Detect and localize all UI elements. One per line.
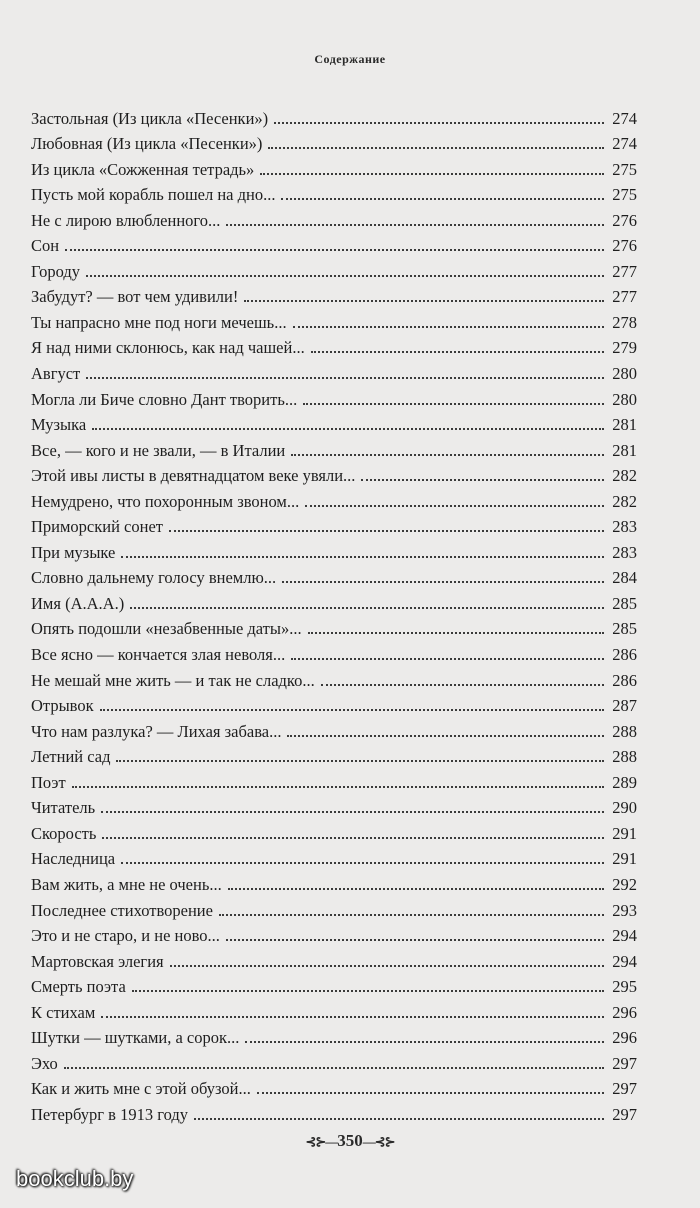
toc-entry-page: 296 xyxy=(612,1002,637,1022)
dot-leader xyxy=(132,990,604,992)
toc-entry xyxy=(31,869,637,895)
toc-entry-page: 285 xyxy=(612,593,637,613)
page-title: Содержание xyxy=(314,52,386,66)
dot-leader xyxy=(287,735,604,737)
toc-entry-title: Забудут? — вот чем удивили! xyxy=(31,287,239,307)
dot-leader xyxy=(303,403,604,405)
dot-leader xyxy=(305,505,604,507)
toc-entry-page: 286 xyxy=(612,670,637,690)
toc-entry xyxy=(31,793,637,819)
toc-entry-page: 281 xyxy=(612,415,637,435)
toc-entry xyxy=(31,614,637,640)
toc-entry-title: Имя (А.А.А.) xyxy=(31,593,125,613)
dot-leader xyxy=(281,198,604,200)
dot-leader xyxy=(361,479,604,481)
dot-leader xyxy=(311,351,604,353)
dot-leader xyxy=(228,888,604,890)
toc-entry-page: 280 xyxy=(612,364,637,384)
toc-entry-page: 274 xyxy=(612,108,637,128)
toc-entry-page: 277 xyxy=(612,261,637,281)
toc-entry xyxy=(31,818,637,844)
dot-leader xyxy=(321,684,604,686)
toc-entry-page: 297 xyxy=(612,1053,637,1073)
dot-leader xyxy=(101,1016,604,1018)
toc-entry xyxy=(31,946,637,972)
toc-entry-title: Любовная (Из цикла «Песенки») xyxy=(31,134,263,154)
toc-entry-page: 297 xyxy=(612,1079,637,1099)
toc-entry xyxy=(31,563,637,589)
dot-leader xyxy=(116,760,604,762)
toc-entry-title: Приморский сонет xyxy=(31,517,163,537)
table-of-contents xyxy=(31,103,637,1125)
toc-entry-title: Сон xyxy=(31,236,60,256)
dot-leader xyxy=(308,632,604,634)
page-number-footer xyxy=(0,1131,700,1151)
toc-entry xyxy=(31,588,637,614)
toc-entry-title: Поэт xyxy=(31,772,66,792)
watermark-logo: bookclub.by xyxy=(16,1166,134,1191)
dot-leader xyxy=(291,658,604,660)
toc-entry-page: 275 xyxy=(612,185,637,205)
toc-entry-page: 283 xyxy=(612,517,637,537)
dot-leader xyxy=(245,1041,604,1043)
toc-entry-title: При музыке xyxy=(31,542,116,562)
dot-leader xyxy=(121,862,604,864)
toc-entry-page: 294 xyxy=(612,926,637,946)
toc-entry-page: 277 xyxy=(612,287,637,307)
toc-entry xyxy=(31,384,637,410)
toc-entry-title: Я над ними склонюсь, как над чашей... xyxy=(31,338,305,358)
toc-entry-page: 275 xyxy=(612,159,637,179)
toc-entry-title: Словно дальнему голосу внемлю... xyxy=(31,568,277,588)
toc-entry xyxy=(31,639,637,665)
toc-entry xyxy=(31,691,637,717)
toc-entry-title: Не мешай мне жить — и так не сладко... xyxy=(31,670,315,690)
toc-entry-title: Август xyxy=(31,364,81,384)
dot-leader xyxy=(282,581,604,583)
dot-leader xyxy=(226,224,604,226)
dot-leader xyxy=(65,249,604,251)
toc-entry-title: Все, — кого и не звали, — в Италии xyxy=(31,440,286,460)
dot-leader xyxy=(268,147,604,149)
toc-entry-title: Не с лирою влюбленного... xyxy=(31,210,221,230)
toc-entry-page: 288 xyxy=(612,721,637,741)
dot-leader xyxy=(92,428,604,430)
toc-entry-page: 289 xyxy=(612,772,637,792)
dot-leader xyxy=(219,914,604,916)
toc-entry-title: Что нам разлука? — Лихая забава... xyxy=(31,721,282,741)
toc-entry-page: 276 xyxy=(612,210,637,230)
toc-entry-title: Немудрено, что похоронным звоном... xyxy=(31,491,300,511)
dot-leader xyxy=(244,300,604,302)
toc-entry-title: Все ясно — кончается злая неволя... xyxy=(31,645,286,665)
dot-leader xyxy=(86,377,604,379)
toc-entry xyxy=(31,844,637,870)
toc-entry-title: Застольная (Из цикла «Песенки») xyxy=(31,108,269,128)
toc-entry-page: 297 xyxy=(612,1104,637,1124)
toc-entry xyxy=(31,103,637,129)
toc-entry-title: Этой ивы листы в девятнадцатом веке увяли... xyxy=(31,466,356,486)
toc-entry-page: 285 xyxy=(612,619,637,639)
toc-entry-page: 293 xyxy=(612,900,637,920)
toc-entry-title: Отрывок xyxy=(31,696,94,716)
toc-entry-title: Как и жить мне с этой обузой... xyxy=(31,1079,251,1099)
toc-entry-title: Летний сад xyxy=(31,747,111,767)
toc-entry xyxy=(31,1023,637,1049)
toc-entry xyxy=(31,486,637,512)
toc-entry xyxy=(31,767,637,793)
toc-entry-title: Мартовская элегия xyxy=(31,951,164,971)
toc-entry-title: Опять подошли «незабвенные даты»... xyxy=(31,619,302,639)
toc-entry-title: Эхо xyxy=(31,1053,58,1073)
toc-entry-title: Пусть мой корабль пошел на дно... xyxy=(31,185,276,205)
toc-entry-page: 296 xyxy=(612,1028,637,1048)
toc-entry-page: 283 xyxy=(612,542,637,562)
ornament-right: —⊰⊱ xyxy=(362,1134,395,1149)
toc-entry-page: 286 xyxy=(612,645,637,665)
toc-entry-title: Читатель xyxy=(31,798,96,818)
toc-entry xyxy=(31,537,637,563)
toc-entry xyxy=(31,921,637,947)
toc-entry-title: Ты напрасно мне под ноги мечешь... xyxy=(31,312,287,332)
toc-entry-page: 284 xyxy=(612,568,637,588)
toc-entry xyxy=(31,1048,637,1074)
toc-entry-title: Петербург в 1913 году xyxy=(31,1104,188,1124)
toc-entry-page: 278 xyxy=(612,312,637,332)
toc-entry-page: 281 xyxy=(612,440,637,460)
dot-leader xyxy=(101,811,604,813)
dot-leader xyxy=(293,326,604,328)
dot-leader xyxy=(274,122,604,124)
ornament-left: ⊰⊱— xyxy=(305,1134,338,1149)
dot-leader xyxy=(102,837,604,839)
toc-entry xyxy=(31,512,637,538)
toc-entry xyxy=(31,742,637,768)
dot-leader xyxy=(291,454,604,456)
toc-entry-title: Вам жить, а мне не очень... xyxy=(31,874,222,894)
dot-leader xyxy=(130,607,604,609)
dot-leader xyxy=(226,939,604,941)
toc-entry-page: 295 xyxy=(612,977,637,997)
toc-entry xyxy=(31,256,637,282)
toc-entry xyxy=(31,231,637,257)
toc-entry xyxy=(31,282,637,308)
toc-entry xyxy=(31,205,637,231)
toc-entry xyxy=(31,997,637,1023)
toc-entry xyxy=(31,358,637,384)
page-number: 350 xyxy=(337,1131,363,1150)
toc-entry-title: Могла ли Биче словно Дант творить... xyxy=(31,389,298,409)
toc-entry-title: Скорость xyxy=(31,823,97,843)
toc-entry xyxy=(31,180,637,206)
toc-entry xyxy=(31,410,637,436)
toc-entry-page: 291 xyxy=(612,849,637,869)
dot-leader xyxy=(86,275,604,277)
toc-entry xyxy=(31,972,637,998)
toc-entry-title: Смерть поэта xyxy=(31,977,126,997)
toc-entry xyxy=(31,154,637,180)
dot-leader xyxy=(170,965,604,967)
toc-entry xyxy=(31,716,637,742)
toc-entry-page: 290 xyxy=(612,798,637,818)
dot-leader xyxy=(194,1118,604,1120)
toc-entry-page: 280 xyxy=(612,389,637,409)
dot-leader xyxy=(64,1067,604,1069)
toc-entry-page: 294 xyxy=(612,951,637,971)
toc-entry-page: 282 xyxy=(612,466,637,486)
dot-leader xyxy=(121,556,604,558)
toc-entry-title: Из цикла «Сожженная тетрадь» xyxy=(31,159,255,179)
dot-leader xyxy=(257,1092,604,1094)
toc-entry-page: 292 xyxy=(612,874,637,894)
toc-entry xyxy=(31,461,637,487)
dot-leader xyxy=(72,786,604,788)
toc-entry xyxy=(31,895,637,921)
dot-leader xyxy=(100,709,604,711)
toc-entry xyxy=(31,129,637,155)
toc-entry-page: 276 xyxy=(612,236,637,256)
toc-entry xyxy=(31,435,637,461)
toc-entry-page: 287 xyxy=(612,696,637,716)
toc-entry xyxy=(31,333,637,359)
dot-leader xyxy=(260,173,604,175)
toc-entry-title: Это и не старо, и не ново... xyxy=(31,926,220,946)
toc-entry xyxy=(31,1099,637,1125)
toc-entry-title: Наследница xyxy=(31,849,116,869)
toc-entry-title: Последнее стихотворение xyxy=(31,900,213,920)
toc-entry xyxy=(31,307,637,333)
toc-entry-page: 282 xyxy=(612,491,637,511)
toc-entry-title: Музыка xyxy=(31,415,87,435)
toc-entry-page: 291 xyxy=(612,823,637,843)
toc-entry-page: 288 xyxy=(612,747,637,767)
toc-entry xyxy=(31,665,637,691)
toc-entry xyxy=(31,1074,637,1100)
toc-entry-title: Городу xyxy=(31,261,81,281)
toc-entry-title: Шутки — шутками, а сорок... xyxy=(31,1028,240,1048)
dot-leader xyxy=(169,530,604,532)
toc-entry-page: 279 xyxy=(612,338,637,358)
toc-entry-title: К стихам xyxy=(31,1002,96,1022)
toc-entry-page: 274 xyxy=(612,134,637,154)
